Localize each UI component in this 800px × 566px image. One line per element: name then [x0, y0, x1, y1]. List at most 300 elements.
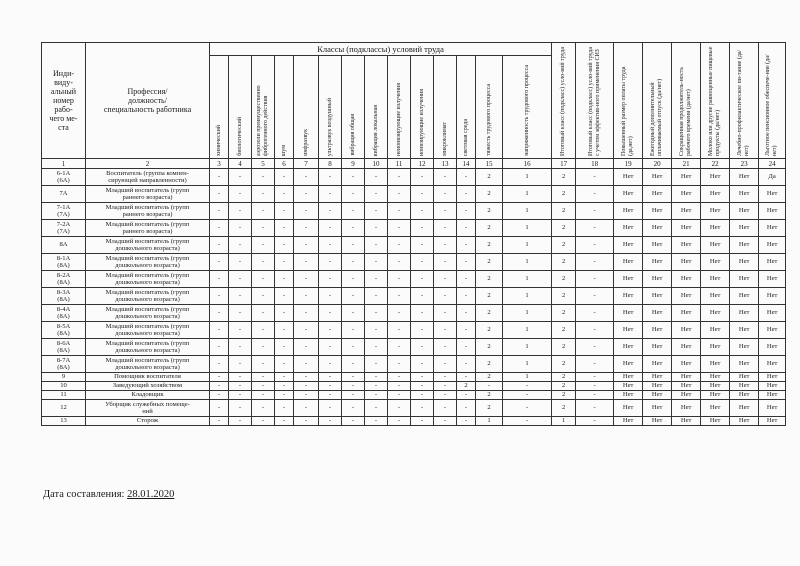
- table-cell: -: [252, 186, 275, 203]
- table-cell: Нет: [643, 203, 672, 220]
- table-cell: -: [434, 305, 457, 322]
- table-cell: Нет: [730, 417, 759, 426]
- table-cell: -: [365, 382, 388, 391]
- table-cell: -: [411, 271, 434, 288]
- table-cell: 2: [476, 237, 503, 254]
- table-cell: 2: [476, 203, 503, 220]
- table-cell: -: [229, 237, 252, 254]
- table-cell: -: [275, 373, 294, 382]
- table-cell: -: [434, 382, 457, 391]
- column-number: 24: [759, 159, 786, 169]
- table-cell: -: [457, 254, 476, 271]
- table-cell: Нет: [614, 391, 643, 400]
- header-factor-label: неионизирующие излучения: [395, 83, 402, 156]
- workplace-id-cell: 8-4А (8А): [42, 305, 86, 322]
- table-cell: -: [434, 203, 457, 220]
- table-cell: Нет: [730, 305, 759, 322]
- table-cell: -: [294, 417, 319, 426]
- profession-cell: Младший воспитатель (групп дошкольного возраста): [86, 356, 210, 373]
- table-cell: Нет: [759, 373, 786, 382]
- table-cell: -: [388, 288, 411, 305]
- table-cell: Нет: [614, 203, 643, 220]
- table-cell: -: [365, 417, 388, 426]
- table-cell: -: [275, 356, 294, 373]
- column-number: 3: [210, 159, 229, 169]
- table-cell: -: [210, 169, 229, 186]
- table-cell: Нет: [614, 254, 643, 271]
- table-cell: -: [210, 203, 229, 220]
- table-cell: -: [229, 339, 252, 356]
- table-cell: Нет: [701, 254, 730, 271]
- column-number: 7: [294, 159, 319, 169]
- table-cell: 2: [476, 391, 503, 400]
- table-cell: 1: [503, 254, 552, 271]
- table-cell: -: [229, 391, 252, 400]
- table-cell: 2: [476, 305, 503, 322]
- table-row: [42, 400, 786, 417]
- table-cell: -: [411, 186, 434, 203]
- table-cell: -: [576, 271, 614, 288]
- table-cell: -: [388, 391, 411, 400]
- table-cell: Нет: [643, 373, 672, 382]
- table-cell: 2: [476, 169, 503, 186]
- table-cell: -: [457, 391, 476, 400]
- table-cell: -: [388, 254, 411, 271]
- table-cell: -: [457, 203, 476, 220]
- table-cell: -: [252, 305, 275, 322]
- table-cell: Нет: [730, 400, 759, 417]
- column-number: 1: [42, 159, 86, 169]
- table-cell: -: [388, 271, 411, 288]
- table-cell: -: [275, 237, 294, 254]
- table-cell: 2: [552, 382, 576, 391]
- table-cell: -: [576, 203, 614, 220]
- header-classes-title: Классы (подклассы) условий труда: [210, 43, 552, 56]
- table-cell: -: [411, 373, 434, 382]
- profession-cell: Младший воспитатель (групп дошкольного возраста): [86, 271, 210, 288]
- table-cell: Нет: [730, 254, 759, 271]
- header-factor-label: ионизирующие излучения: [418, 88, 425, 156]
- header-factor-label: биологический: [236, 117, 243, 156]
- profession-cell: Уборщик служебных помеще- ний: [86, 400, 210, 417]
- table-cell: -: [342, 382, 365, 391]
- table-cell: Нет: [701, 271, 730, 288]
- table-cell: -: [411, 417, 434, 426]
- table-cell: Нет: [701, 203, 730, 220]
- table-cell: -: [229, 271, 252, 288]
- table-cell: 2: [476, 322, 503, 339]
- header-final-class-ppe: [576, 43, 614, 159]
- table-cell: -: [210, 391, 229, 400]
- working-conditions-table: [41, 42, 786, 426]
- table-cell: -: [388, 220, 411, 237]
- table-cell: Нет: [672, 373, 701, 382]
- column-number: 6: [275, 159, 294, 169]
- table-cell: 1: [552, 417, 576, 426]
- table-cell: 2: [552, 356, 576, 373]
- table-cell: -: [457, 288, 476, 305]
- table-cell: Нет: [730, 271, 759, 288]
- table-cell: -: [457, 400, 476, 417]
- table-cell: -: [365, 322, 388, 339]
- table-cell: Нет: [614, 169, 643, 186]
- table-cell: -: [294, 373, 319, 382]
- header-final-label: Лечебно-профилактическое пи-тание (да/нет): [737, 49, 751, 156]
- table-cell: -: [252, 339, 275, 356]
- table-cell: -: [275, 169, 294, 186]
- table-cell: -: [229, 382, 252, 391]
- table-cell: Нет: [701, 382, 730, 391]
- table-cell: Нет: [701, 339, 730, 356]
- table-cell: Нет: [614, 322, 643, 339]
- column-number: 18: [576, 159, 614, 169]
- table-cell: -: [388, 237, 411, 254]
- table-cell: -: [275, 391, 294, 400]
- profession-cell: Сторож: [86, 417, 210, 426]
- table-cell: Нет: [672, 288, 701, 305]
- table-cell: -: [252, 237, 275, 254]
- table-cell: -: [252, 322, 275, 339]
- table-row: [42, 254, 786, 271]
- workplace-id-cell: 10: [42, 382, 86, 391]
- table-row: [42, 203, 786, 220]
- table-cell: -: [411, 322, 434, 339]
- table-cell: Нет: [759, 356, 786, 373]
- profession-cell: Кладовщик: [86, 391, 210, 400]
- header-factor-label: вибрация локальная: [372, 104, 379, 156]
- table-cell: -: [434, 391, 457, 400]
- workplace-id-cell: 9: [42, 373, 86, 382]
- table-cell: -: [576, 237, 614, 254]
- table-cell: -: [388, 417, 411, 426]
- table-cell: -: [388, 305, 411, 322]
- table-cell: Да: [759, 169, 786, 186]
- column-number: 21: [672, 159, 701, 169]
- table-cell: -: [275, 417, 294, 426]
- table-cell: -: [275, 203, 294, 220]
- table-cell: 2: [476, 339, 503, 356]
- table-cell: -: [342, 186, 365, 203]
- table-cell: -: [252, 391, 275, 400]
- table-cell: -: [365, 400, 388, 417]
- table-cell: -: [434, 322, 457, 339]
- table-cell: -: [294, 254, 319, 271]
- header-final-label: Ежегодный дополнительный оплачиваемый отпуск (да/нет): [650, 78, 664, 156]
- table-cell: -: [388, 382, 411, 391]
- table-cell: -: [210, 382, 229, 391]
- table-cell: -: [319, 305, 342, 322]
- table-cell: -: [342, 356, 365, 373]
- table-cell: -: [434, 271, 457, 288]
- table-cell: -: [411, 382, 434, 391]
- table-cell: -: [275, 305, 294, 322]
- table-cell: -: [229, 417, 252, 426]
- table-cell: -: [457, 417, 476, 426]
- table-cell: -: [457, 305, 476, 322]
- profession-cell: Младший воспитатель (групп раннего возраста): [86, 203, 210, 220]
- table-cell: -: [365, 203, 388, 220]
- column-number: 12: [411, 159, 434, 169]
- table-cell: -: [434, 356, 457, 373]
- table-cell: 2: [552, 339, 576, 356]
- table-cell: -: [411, 169, 434, 186]
- header-factor: [252, 56, 275, 159]
- table-cell: -: [275, 382, 294, 391]
- table-cell: -: [365, 271, 388, 288]
- table-cell: Нет: [730, 356, 759, 373]
- table-cell: Нет: [759, 237, 786, 254]
- table-cell: -: [342, 288, 365, 305]
- table-cell: Нет: [730, 220, 759, 237]
- table-cell: 2: [552, 305, 576, 322]
- table-cell: -: [210, 322, 229, 339]
- table-cell: Нет: [614, 271, 643, 288]
- column-number: 2: [86, 159, 210, 169]
- table-cell: -: [275, 400, 294, 417]
- table-cell: 1: [503, 322, 552, 339]
- table-cell: -: [319, 339, 342, 356]
- table-cell: -: [503, 382, 552, 391]
- header-profession: Профессия/ должность/ специальность работника: [86, 43, 210, 159]
- table-cell: Нет: [614, 186, 643, 203]
- table-cell: -: [210, 186, 229, 203]
- profession-cell: Помощник воспитателя: [86, 373, 210, 382]
- table-cell: Нет: [614, 288, 643, 305]
- table-cell: -: [457, 339, 476, 356]
- table-cell: Нет: [672, 271, 701, 288]
- table-cell: 2: [552, 271, 576, 288]
- table-cell: -: [365, 288, 388, 305]
- workplace-id-cell: 7А: [42, 186, 86, 203]
- table-cell: Нет: [730, 391, 759, 400]
- table-cell: -: [411, 237, 434, 254]
- table-cell: -: [434, 169, 457, 186]
- table-cell: -: [576, 322, 614, 339]
- column-number: 14: [457, 159, 476, 169]
- table-cell: -: [275, 271, 294, 288]
- table-cell: 2: [552, 186, 576, 203]
- header-factor-label: напряженность трудового процесса: [523, 65, 530, 156]
- table-cell: -: [365, 339, 388, 356]
- table-cell: -: [229, 254, 252, 271]
- header-factor: [388, 56, 411, 159]
- table-row: [42, 382, 786, 391]
- table-cell: -: [252, 220, 275, 237]
- table-cell: Нет: [643, 400, 672, 417]
- table-cell: -: [275, 322, 294, 339]
- table-cell: -: [365, 356, 388, 373]
- table-cell: -: [229, 322, 252, 339]
- column-number: 4: [229, 159, 252, 169]
- table-cell: Нет: [672, 417, 701, 426]
- column-number: 19: [614, 159, 643, 169]
- table-cell: -: [294, 271, 319, 288]
- table-cell: Нет: [759, 391, 786, 400]
- header-increased-pay: [614, 43, 643, 159]
- table-cell: -: [434, 220, 457, 237]
- table-cell: 2: [552, 373, 576, 382]
- table-cell: Нет: [643, 417, 672, 426]
- table-cell: -: [252, 382, 275, 391]
- table-cell: -: [342, 400, 365, 417]
- column-number: 13: [434, 159, 457, 169]
- table-cell: Нет: [643, 254, 672, 271]
- profession-cell: Младший воспитатель (групп дошкольного возраста): [86, 305, 210, 322]
- table-cell: -: [342, 391, 365, 400]
- table-cell: 1: [503, 169, 552, 186]
- table-cell: -: [411, 254, 434, 271]
- table-cell: Нет: [730, 288, 759, 305]
- table-cell: Нет: [672, 220, 701, 237]
- table-row: [42, 322, 786, 339]
- table-cell: -: [252, 400, 275, 417]
- workplace-id-cell: 8А: [42, 237, 86, 254]
- table-cell: -: [229, 305, 252, 322]
- table-cell: -: [411, 391, 434, 400]
- table-cell: -: [434, 237, 457, 254]
- table-cell: -: [210, 220, 229, 237]
- workplace-id-cell: 11: [42, 391, 86, 400]
- column-number: 17: [552, 159, 576, 169]
- column-number: 10: [365, 159, 388, 169]
- header-factor: [411, 56, 434, 159]
- column-number: 15: [476, 159, 503, 169]
- table-cell: 2: [552, 391, 576, 400]
- table-cell: Нет: [759, 305, 786, 322]
- table-cell: -: [365, 305, 388, 322]
- table-cell: -: [434, 373, 457, 382]
- table-cell: Нет: [614, 237, 643, 254]
- table-cell: -: [457, 271, 476, 288]
- column-number: 11: [388, 159, 411, 169]
- table-cell: -: [294, 203, 319, 220]
- table-cell: Нет: [672, 391, 701, 400]
- table-cell: 2: [552, 237, 576, 254]
- table-cell: -: [434, 186, 457, 203]
- column-number: 5: [252, 159, 275, 169]
- table-cell: -: [388, 186, 411, 203]
- table-cell: 2: [552, 220, 576, 237]
- table-cell: 1: [503, 186, 552, 203]
- table-cell: -: [411, 305, 434, 322]
- header-factor: [275, 56, 294, 159]
- compiled-date-label: Дата составления:: [43, 489, 125, 500]
- table-cell: -: [457, 220, 476, 237]
- table-cell: -: [319, 356, 342, 373]
- column-number: 9: [342, 159, 365, 169]
- table-cell: -: [503, 391, 552, 400]
- table-cell: -: [229, 373, 252, 382]
- table-cell: -: [434, 400, 457, 417]
- table-cell: Нет: [614, 220, 643, 237]
- table-cell: -: [576, 417, 614, 426]
- table-cell: -: [294, 220, 319, 237]
- table-cell: Нет: [701, 400, 730, 417]
- table-cell: -: [342, 373, 365, 382]
- table-cell: -: [576, 288, 614, 305]
- profession-cell: Младший воспитатель (групп дошкольного возраста): [86, 322, 210, 339]
- table-cell: -: [319, 220, 342, 237]
- table-cell: -: [275, 186, 294, 203]
- table-cell: -: [365, 391, 388, 400]
- workplace-id-cell: 8-7А (8А): [42, 356, 86, 373]
- table-cell: Нет: [643, 237, 672, 254]
- header-factor-label: ультразвук воздушный: [326, 97, 333, 156]
- table-cell: Нет: [672, 254, 701, 271]
- table-cell: Нет: [730, 373, 759, 382]
- header-workplace-id: Инди- виду- альный номер рабо- чего ме- ста: [42, 43, 86, 159]
- profession-cell: Воспитатель (группа компен- сирующей направленности): [86, 169, 210, 186]
- table-cell: Нет: [701, 417, 730, 426]
- table-cell: -: [576, 169, 614, 186]
- table-cell: Нет: [701, 391, 730, 400]
- table-cell: 2: [552, 288, 576, 305]
- column-number: 16: [503, 159, 552, 169]
- table-cell: -: [275, 339, 294, 356]
- table-cell: Нет: [643, 220, 672, 237]
- table-cell: Нет: [643, 339, 672, 356]
- table-cell: Нет: [701, 186, 730, 203]
- table-cell: 2: [457, 382, 476, 391]
- table-cell: -: [210, 271, 229, 288]
- header-factor: [342, 56, 365, 159]
- table-cell: Нет: [643, 356, 672, 373]
- header-reduced-hours: [672, 43, 701, 159]
- table-cell: Нет: [672, 322, 701, 339]
- workplace-id-cell: 12: [42, 400, 86, 417]
- table-cell: Нет: [701, 220, 730, 237]
- table-cell: -: [252, 203, 275, 220]
- table-cell: -: [342, 339, 365, 356]
- table-cell: -: [229, 203, 252, 220]
- table-cell: -: [342, 417, 365, 426]
- header-extra-leave: [643, 43, 672, 159]
- table-cell: 1: [476, 417, 503, 426]
- workplace-id-cell: 8-5А (8А): [42, 322, 86, 339]
- table-cell: 2: [552, 400, 576, 417]
- table-cell: Нет: [759, 186, 786, 203]
- table-cell: -: [576, 391, 614, 400]
- table-cell: -: [457, 186, 476, 203]
- table-cell: -: [388, 203, 411, 220]
- table-cell: 1: [503, 220, 552, 237]
- table-row: [42, 356, 786, 373]
- table-cell: -: [210, 417, 229, 426]
- table-cell: -: [294, 322, 319, 339]
- table-cell: -: [411, 356, 434, 373]
- table-cell: -: [319, 271, 342, 288]
- table-cell: Нет: [672, 203, 701, 220]
- table-cell: 2: [476, 186, 503, 203]
- table-cell: -: [503, 417, 552, 426]
- header-factor: [434, 56, 457, 159]
- table-cell: Нет: [643, 391, 672, 400]
- table-cell: -: [229, 220, 252, 237]
- table-cell: -: [434, 254, 457, 271]
- table-cell: -: [294, 288, 319, 305]
- table-cell: 2: [476, 271, 503, 288]
- table-cell: Нет: [759, 339, 786, 356]
- table-cell: -: [388, 339, 411, 356]
- table-cell: -: [319, 203, 342, 220]
- table-cell: Нет: [759, 271, 786, 288]
- header-factor-label: микроклимат: [441, 122, 448, 156]
- table-cell: Нет: [643, 186, 672, 203]
- table-cell: Нет: [730, 169, 759, 186]
- header-factor: [229, 56, 252, 159]
- table-cell: Нет: [614, 400, 643, 417]
- table-cell: Нет: [759, 400, 786, 417]
